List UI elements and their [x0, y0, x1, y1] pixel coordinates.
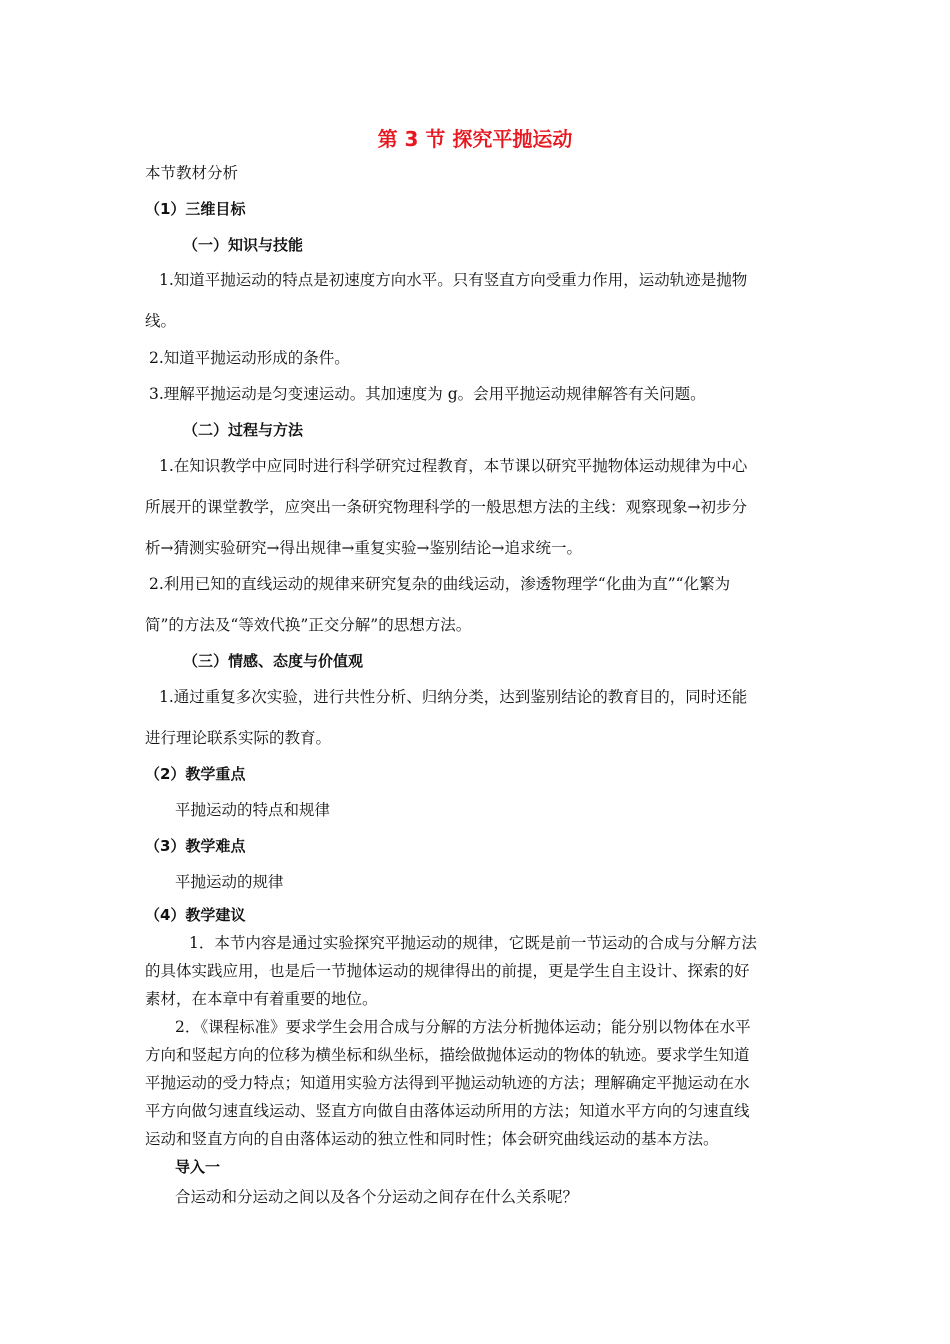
heading-emotion-attitude-values: （三）情感、态度与价值观 — [183, 652, 364, 670]
heading-process-methods: （二）过程与方法 — [183, 421, 304, 439]
suggestion-2-line-1: 2．《课程标准》要求学生会用合成与分解的方法分析抛体运动；能分别以物体在水平 — [175, 1018, 751, 1036]
page-title: 第 3 节 探究平抛运动 — [377, 127, 573, 151]
suggestion-1-line-3: 素材，在本章中有着重要的地位。 — [145, 990, 378, 1008]
knowledge-item-3: 3.理解平抛运动是匀变速运动。其加速度为 g。会用平抛运动规律解答有关问题。 — [149, 385, 706, 403]
heading-teaching-focus: （2）教学重点 — [145, 765, 246, 783]
suggestion-2-line-2: 方向和竖起方向的位移为横坐标和纵坐标，描绘做抛体运动的物体的轨迹。要求学生知道 — [145, 1046, 750, 1064]
heading-introduction-one: 导入一 — [175, 1158, 221, 1176]
suggestion-1-line-2: 的具体实践应用，也是后一节抛体运动的规律得出的前提，更是学生自主设计、探索的好 — [145, 962, 750, 980]
heading-teaching-suggestions: （4）教学建议 — [145, 906, 246, 924]
suggestion-2-line-5: 运动和竖直方向的自由落体运动的独立性和同时性；体会研究曲线运动的基本方法。 — [145, 1130, 719, 1148]
knowledge-item-1-line-2: 线。 — [145, 312, 177, 330]
suggestion-2-line-4: 平方向做匀速直线运动、竖直方向做自由落体运动所用的方法；知道水平方向的匀速直线 — [145, 1102, 750, 1120]
heading-teaching-difficulty: （3）教学难点 — [145, 837, 246, 855]
process-item-1-line-2: 所展开的课堂教学，应突出一条研究物理科学的一般思想方法的主线：观察现象→初步分 — [145, 498, 747, 516]
process-item-1-line-3: 析→猜测实验研究→得出规律→重复实验→鉴别结论→追求统一。 — [145, 539, 582, 557]
section-analysis-label: 本节教材分析 — [145, 164, 239, 182]
introduction-question: 合运动和分运动之间以及各个分运动之间存在什么关系呢？ — [175, 1188, 579, 1206]
suggestion-1-line-1: 1．本节内容是通过实验探究平抛运动的规律，它既是前一节运动的合成与分解方法 — [189, 934, 757, 952]
emotion-item-1-line-2: 进行理论联系实际的教育。 — [145, 729, 332, 747]
teaching-focus-text: 平抛运动的特点和规律 — [175, 801, 331, 819]
process-item-2-line-2: 简”的方法及“等效代换”正交分解”的思想方法。 — [145, 616, 472, 634]
heading-three-dimensional-goals: （1）三维目标 — [145, 200, 246, 218]
knowledge-item-2: 2.知道平抛运动形成的条件。 — [149, 349, 350, 367]
teaching-difficulty-text: 平抛运动的规律 — [175, 873, 284, 891]
suggestion-2-line-3: 平抛运动的受力特点；知道用实验方法得到平抛运动轨迹的方法；理解确定平抛运动在水 — [145, 1074, 750, 1092]
process-item-1-line-1: 1.在知识教学中应同时进行科学研究过程教育，本节课以研究平抛物体运动规律为中心 — [159, 457, 748, 475]
knowledge-item-1-line-1: 1.知道平抛运动的特点是初速度方向水平。只有竖直方向受重力作用，运动轨迹是抛物 — [159, 271, 748, 289]
heading-knowledge-skills: （一）知识与技能 — [183, 236, 304, 254]
process-item-2-line-1: 2.利用已知的直线运动的规律来研究复杂的曲线运动，渗透物理学“化曲为直”“化繁为 — [149, 575, 731, 593]
emotion-item-1-line-1: 1.通过重复多次实验，进行共性分析、归纳分类，达到鉴别结论的教育目的，同时还能 — [159, 688, 748, 706]
